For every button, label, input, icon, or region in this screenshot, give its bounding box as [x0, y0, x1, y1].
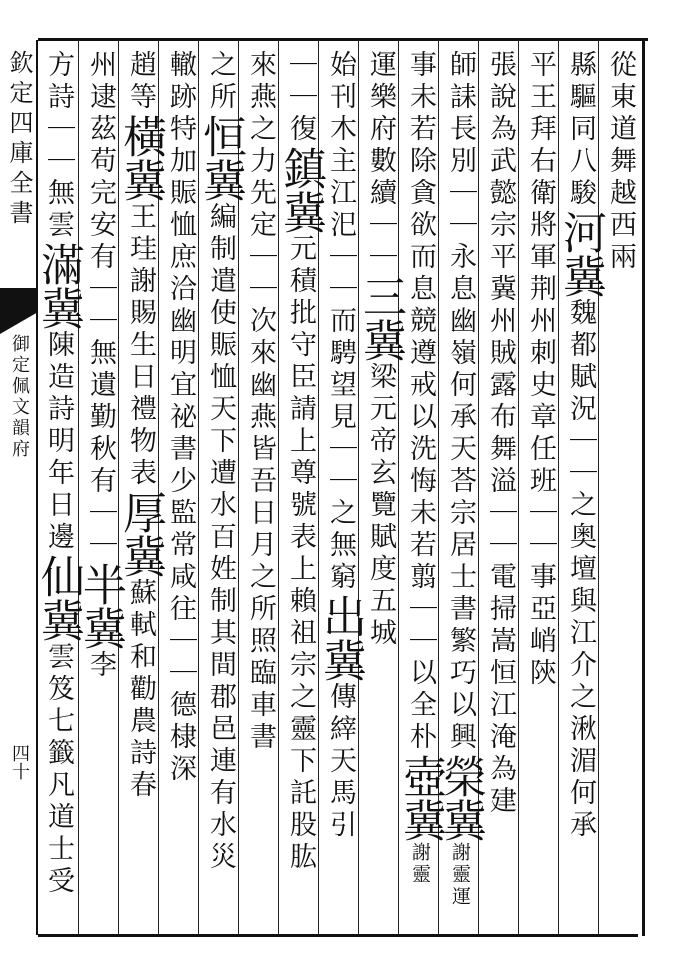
- text-column-13: [115, 50, 166, 930]
- column-text: 謝靈: [409, 842, 431, 886]
- headword: 橫冀: [115, 114, 166, 202]
- text-column-5: [435, 50, 486, 930]
- margin-book-title: 御定佩文韻府: [9, 334, 30, 460]
- text-column-7: [355, 50, 406, 930]
- frame-bottom-rule: [38, 934, 638, 937]
- column-rule: [78, 40, 79, 934]
- column-text: 編制遣使賑恤天下遭水百姓制其間郡邑連有水災: [205, 202, 236, 874]
- column-text: 之所: [205, 50, 236, 114]
- column-text: 縣驅同八駿: [565, 50, 596, 210]
- column-text: ｜｜復: [285, 50, 316, 146]
- column-text: 謝靈運: [449, 842, 471, 908]
- headword: 半冀: [75, 562, 126, 650]
- headword: 壺冀: [395, 754, 446, 842]
- column-text: 運樂府數續｜｜: [365, 50, 396, 274]
- headword: 河冀: [555, 210, 606, 298]
- text-column-6: [395, 50, 446, 930]
- frame-top-rule: [38, 38, 648, 41]
- headword: 出冀: [315, 594, 366, 682]
- column-text: 逮茲苟完安有｜｜: [85, 82, 116, 338]
- column-text: 陳造詩明年日邊: [43, 330, 74, 554]
- text-column-4: [480, 50, 520, 930]
- column-text: 平王拜右衛將軍荆州刺史章任班｜｜事亞峭陝: [525, 50, 556, 690]
- headword: 鎮冀: [275, 146, 326, 234]
- column-text: 師誄長別｜｜永息幽嶺何承天荅宗居士書繁巧以興: [445, 50, 476, 754]
- frame-right-rule: [642, 38, 645, 936]
- column-text: 從東道舞越西: [605, 50, 636, 242]
- column-text: 梁元帝玄覽賦度五城: [365, 362, 396, 650]
- text-column-15: [33, 50, 84, 930]
- headword: 三冀: [355, 274, 406, 362]
- headword: 榮冀: [435, 754, 486, 842]
- text-column-12: [160, 50, 200, 930]
- headword: 滿冀: [33, 242, 84, 330]
- text-column-10: [240, 50, 280, 930]
- column-text: 轍跡: [165, 50, 196, 114]
- column-text: 魏都賦況｜｜之奥壇與江介之湫湄何承: [565, 298, 596, 842]
- column-text: 李: [85, 650, 116, 682]
- column-text: 蘇軾和勸農詩春: [125, 578, 156, 802]
- column-text: 之力先定｜｜次來幽燕皆吾日月之所照臨車書: [245, 114, 276, 754]
- text-column-1: [600, 50, 640, 930]
- headword: 仙冀: [33, 554, 84, 642]
- column-text: 元積批守臣請上尊號表上賴祖宗之靈下託股肱: [285, 234, 316, 874]
- column-text: 雲笈七籤凡道士受: [43, 642, 74, 898]
- margin-leaf-number: 四十: [9, 744, 30, 780]
- column-text: 州: [85, 50, 116, 82]
- column-text: 無遺勤秋有｜｜: [85, 338, 116, 562]
- column-text: 王珪謝賜生日禮物表: [125, 202, 156, 490]
- text-column-9: [275, 50, 326, 930]
- column-text: 而騁望見｜｜之無窮: [325, 306, 356, 594]
- column-text: 趙等: [125, 50, 156, 114]
- headword: 恒冀: [195, 114, 246, 202]
- headword: 厚冀: [115, 490, 166, 578]
- text-column-2: [555, 50, 606, 930]
- column-text: 傳縡天馬引: [325, 682, 356, 842]
- text-column-11: [195, 50, 246, 930]
- column-text: 來燕: [245, 50, 276, 114]
- column-text: 事未若除貪欲而息競遵戒以洗悔未若翦｜｜以全朴: [405, 50, 436, 754]
- text-column-14: [75, 50, 126, 930]
- text-column-3: [520, 50, 560, 930]
- text-column-8: [315, 50, 366, 930]
- column-text: 始刊木主江汜｜｜: [325, 50, 356, 306]
- column-text: 兩: [605, 242, 636, 274]
- column-text: 特加賑恤庶洽幽明宜祕書少監常咸往｜｜德棣深: [165, 114, 196, 786]
- column-text: 方詩｜｜無雲: [43, 50, 74, 242]
- margin-title: 欽定四庫全書: [5, 50, 33, 230]
- column-text: 張說為武懿宗平冀州賊露布舞溢｜｜電掃嵩恒江淹為建: [485, 50, 516, 818]
